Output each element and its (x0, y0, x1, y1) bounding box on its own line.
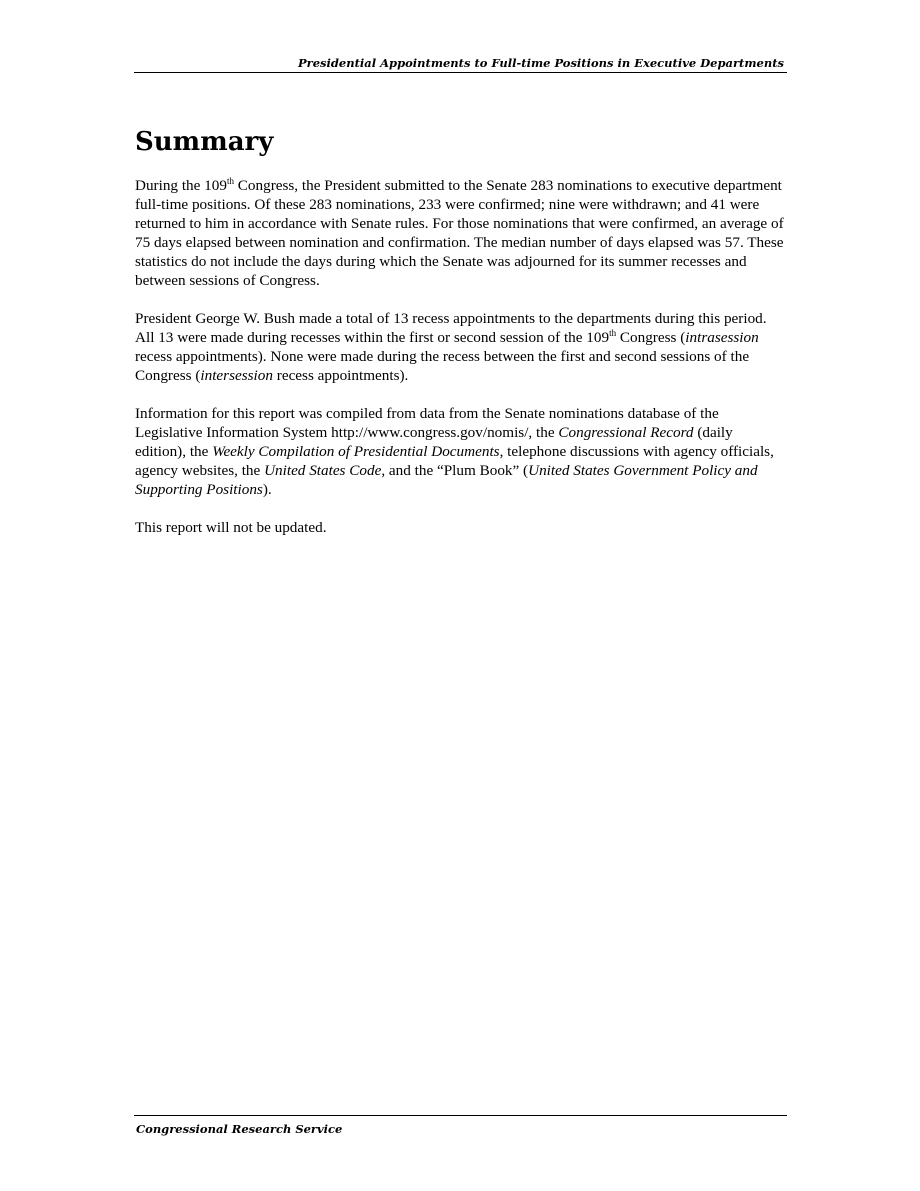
paragraph-recess-appointments (135, 309, 785, 385)
p2-ordinal-suffix: th (609, 328, 617, 338)
p2-text-b: Congress ( (616, 329, 686, 346)
paragraph-update-note: This report will not be updated. (135, 519, 327, 536)
p3-text-a: Information for this report was compiled from data from the Senate nominations database of the Legislative Information System http://www.congress.gov/nomis/, the (135, 405, 719, 441)
p3-text-b: (daily edition), the (135, 424, 733, 460)
paragraph-sources (135, 404, 785, 499)
p1-text-b: Congress, the President submitted to the Senate 283 nominations to executive department full-time positions. Of these 283 nominations, 233 were confirmed; nine were withdrawn; and 41 were returned to him in accordance with Senate rules. For those nominations that were confirmed, an average of 75 days elapsed between nomination and confirmation. The median number of days elapsed was 57. These statistics do not include the days during which the Senate was adjourned for its summer recesses and between sessions of Congress. (135, 177, 784, 289)
summary-body (135, 176, 785, 556)
p1-text-a: During the 109 (135, 177, 227, 194)
paragraph-nominations (135, 176, 785, 290)
p2-text-a: President George W. Bush made a total of 13 recess appointments to the departments during this period. All 13 were made during recesses within the first or second session of the 109 (135, 310, 767, 346)
p2-text-c: recess appointments). None were made during the recess between the first and second sessions of the Congress ( (135, 348, 750, 384)
section-title: Summary (135, 127, 274, 157)
p3-title-congressional-record: Congressional Record (558, 424, 694, 441)
p3-title-plum-book: United States Government Policy and Supporting Positions (135, 462, 758, 498)
p3-text-d: , and the “Plum Book” ( (381, 462, 529, 479)
footer-organization: Congressional Research Service (136, 1122, 343, 1136)
p3-title-us-code: United States Code (264, 462, 382, 479)
p3-text-c: , telephone discussions with agency officials, agency websites, the (135, 443, 774, 479)
p2-term-intersession: intersession (200, 367, 273, 384)
running-header (134, 55, 787, 73)
page-footer (134, 1115, 787, 1138)
p1-ordinal-suffix: th (226, 176, 234, 186)
p3-text-e: ). (262, 481, 272, 498)
running-header-title: Presidential Appointments to Full-time Positions in Executive Departments (298, 56, 784, 70)
p3-title-weekly-compilation: Weekly Compilation of Presidential Documents (212, 443, 500, 460)
p2-text-d: recess appointments). (272, 367, 409, 384)
p2-term-intrasession: intrasession (685, 329, 759, 346)
